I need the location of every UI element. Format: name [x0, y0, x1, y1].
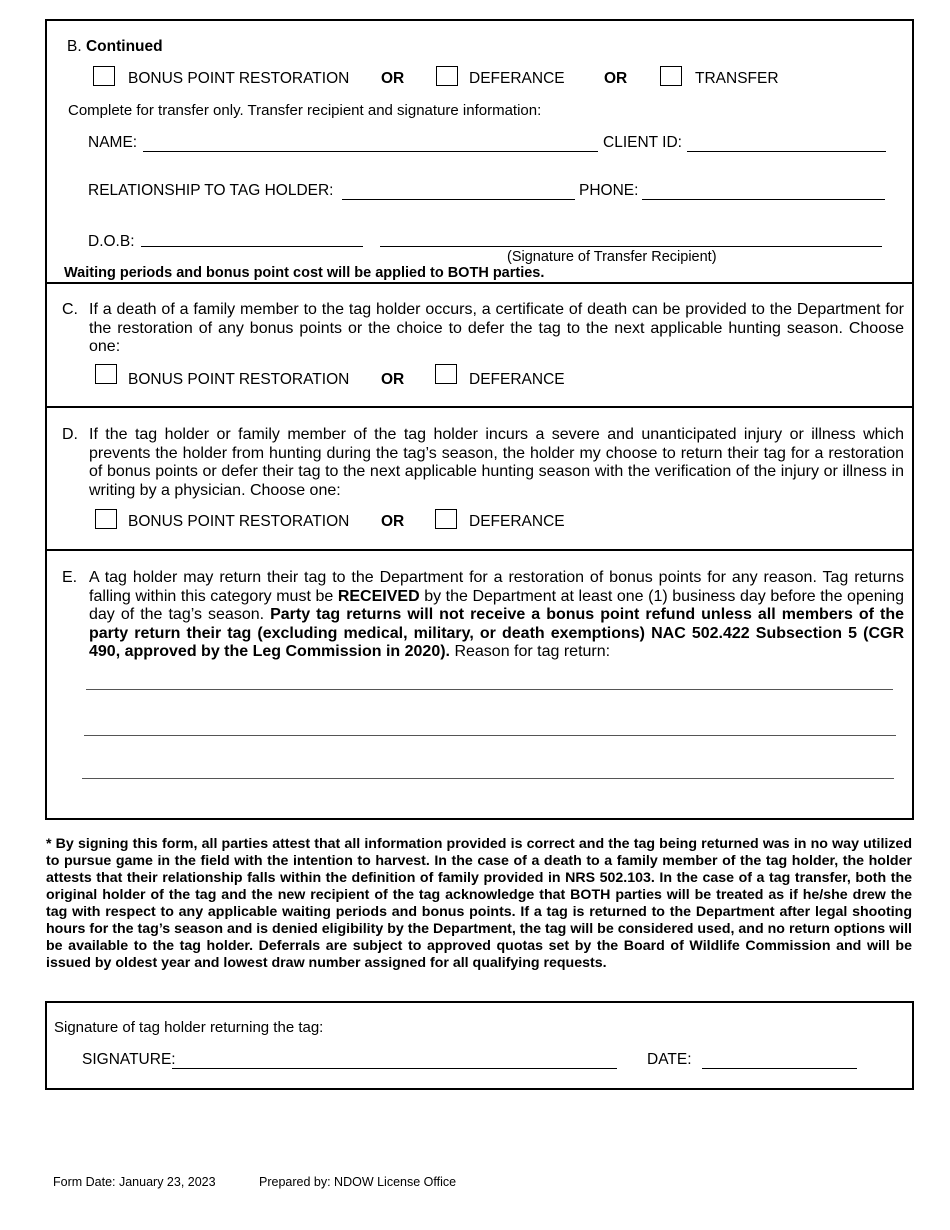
d-deferance-label: DEFERANCE	[469, 513, 565, 530]
dob-field[interactable]	[141, 246, 363, 247]
phone-field[interactable]	[642, 199, 885, 200]
section-d-letter: D.	[62, 426, 78, 443]
section-e-bold-text: Party tag returns will not receive a bonus point refund unless all members of the party return their tag (excluding medical, military, or death exemptions) NAC 502.422 Subsection 5 (CGR 490, approved by the Leg Commission in 2020).	[89, 606, 905, 660]
holder-signature-box	[45, 1001, 914, 1090]
c-deferance-label: DEFERANCE	[469, 371, 565, 388]
form-date: Form Date: January 23, 2023	[53, 1175, 216, 1189]
d-restoration-checkbox[interactable]	[95, 509, 117, 529]
waiting-note: Waiting periods and bonus point cost will be applied to BOTH parties.	[64, 265, 545, 281]
recipient-signature-caption: (Signature of Transfer Recipient)	[507, 249, 717, 265]
b-transfer-label: TRANSFER	[695, 70, 779, 87]
b-or-1: OR	[381, 70, 405, 87]
name-label: NAME:	[88, 134, 138, 151]
attestation-notice: * By signing this form, all parties attest that all information provided is correct and the tag being returned was in no way utilized to pursue game in the field with the intention to harvest. In the case of a death to a family member of the tag holder, the holder attests that their relationship falls within the definition of family provided in NRS 502.103. In the case of a tag transfer, both the original holder of the tag and the new recipient of the tag acknowledge that BOTH parties will be treated as if he/she drew the tag with respect to any applicable waiting periods and bonus points. If a tag is returned to the Department after legal shooting hours for the tag’s season and is denied eligibility by the Department, the tag will be considered used, and no return options will be available to the tag holder. Deferrals are subject to approved quotas set by the Board of Wildlife Commission and will be issued by oldest year and lowest draw number assigned for all qualifying requests.	[46, 836, 912, 971]
section-b-heading	[67, 38, 163, 56]
relationship-field[interactable]	[342, 199, 575, 200]
divider-d-e	[45, 549, 914, 551]
dob-label: D.O.B:	[88, 233, 135, 250]
recipient-signature-field[interactable]	[380, 246, 882, 247]
b-restoration-checkbox[interactable]	[93, 66, 115, 86]
holder-date-field[interactable]	[702, 1068, 857, 1069]
reason-line-1[interactable]	[86, 689, 893, 690]
c-or: OR	[381, 371, 405, 388]
d-deferance-checkbox[interactable]	[435, 509, 457, 529]
b-deferance-label: DEFERANCE	[469, 70, 565, 87]
b-transfer-checkbox[interactable]	[660, 66, 682, 86]
d-or: OR	[381, 513, 405, 530]
b-or-2: OR	[604, 70, 628, 87]
b-restoration-label: BONUS POINT RESTORATION	[128, 70, 350, 87]
divider-b-c	[45, 282, 914, 284]
section-b-title: Continued	[85, 38, 163, 55]
c-deferance-checkbox[interactable]	[435, 364, 457, 384]
client-id-field[interactable]	[687, 151, 886, 152]
section-e-text-1: A tag holder may return their tag to the Department for a restoration of bonus points for any reason. Tag returns falling within this category must be	[89, 569, 904, 605]
section-c-letter: C.	[62, 301, 78, 318]
holder-date-label: DATE:	[647, 1051, 692, 1068]
d-restoration-label: BONUS POINT RESTORATION	[128, 513, 350, 530]
section-e-text-3: Reason for tag return:	[454, 643, 611, 660]
b-deferance-checkbox[interactable]	[436, 66, 458, 86]
prepared-by: Prepared by: NDOW License Office	[259, 1175, 457, 1189]
divider-c-d	[45, 406, 914, 408]
holder-signature-label: SIGNATURE:	[82, 1051, 176, 1068]
reason-line-3[interactable]	[82, 778, 894, 779]
section-e-text	[89, 569, 904, 662]
c-restoration-checkbox[interactable]	[95, 364, 117, 384]
reason-line-2[interactable]	[84, 735, 896, 736]
section-b-letter: B.	[67, 38, 82, 55]
section-e-text-2: by the Department at least one (1) business day before the opening day of the tag’s season.	[89, 587, 904, 623]
name-field[interactable]	[143, 151, 598, 152]
relationship-label: RELATIONSHIP TO TAG HOLDER:	[88, 182, 334, 199]
c-restoration-label: BONUS POINT RESTORATION	[128, 371, 350, 388]
client-id-label: CLIENT ID:	[603, 134, 682, 151]
holder-signature-field[interactable]	[172, 1068, 617, 1069]
section-d-text: If the tag holder or family member of the tag holder incurs a severe and unanticipated injury or illness which prevents the holder from hunting during the tag’s season, the holder my choose to return their tag for a restoration of bonus points or defer their tag to the next applicable hunting season with the verification of the injury or illness in writing by a physician. Choose one:	[89, 426, 904, 499]
transfer-note: Complete for transfer only. Transfer recipient and signature information:	[68, 102, 542, 119]
phone-label: PHONE:	[579, 182, 639, 199]
section-c-text: If a death of a family member to the tag holder occurs, a certificate of death can be provided to the Department for the restoration of any bonus points or the choice to defer the tag to the next applicable hunting season. Choose one:	[89, 301, 904, 355]
holder-signature-intro: Signature of tag holder returning the tag:	[54, 1019, 324, 1036]
section-e-received: RECEIVED	[337, 587, 420, 605]
section-e-letter: E.	[62, 569, 78, 586]
form-main-box	[45, 19, 914, 820]
